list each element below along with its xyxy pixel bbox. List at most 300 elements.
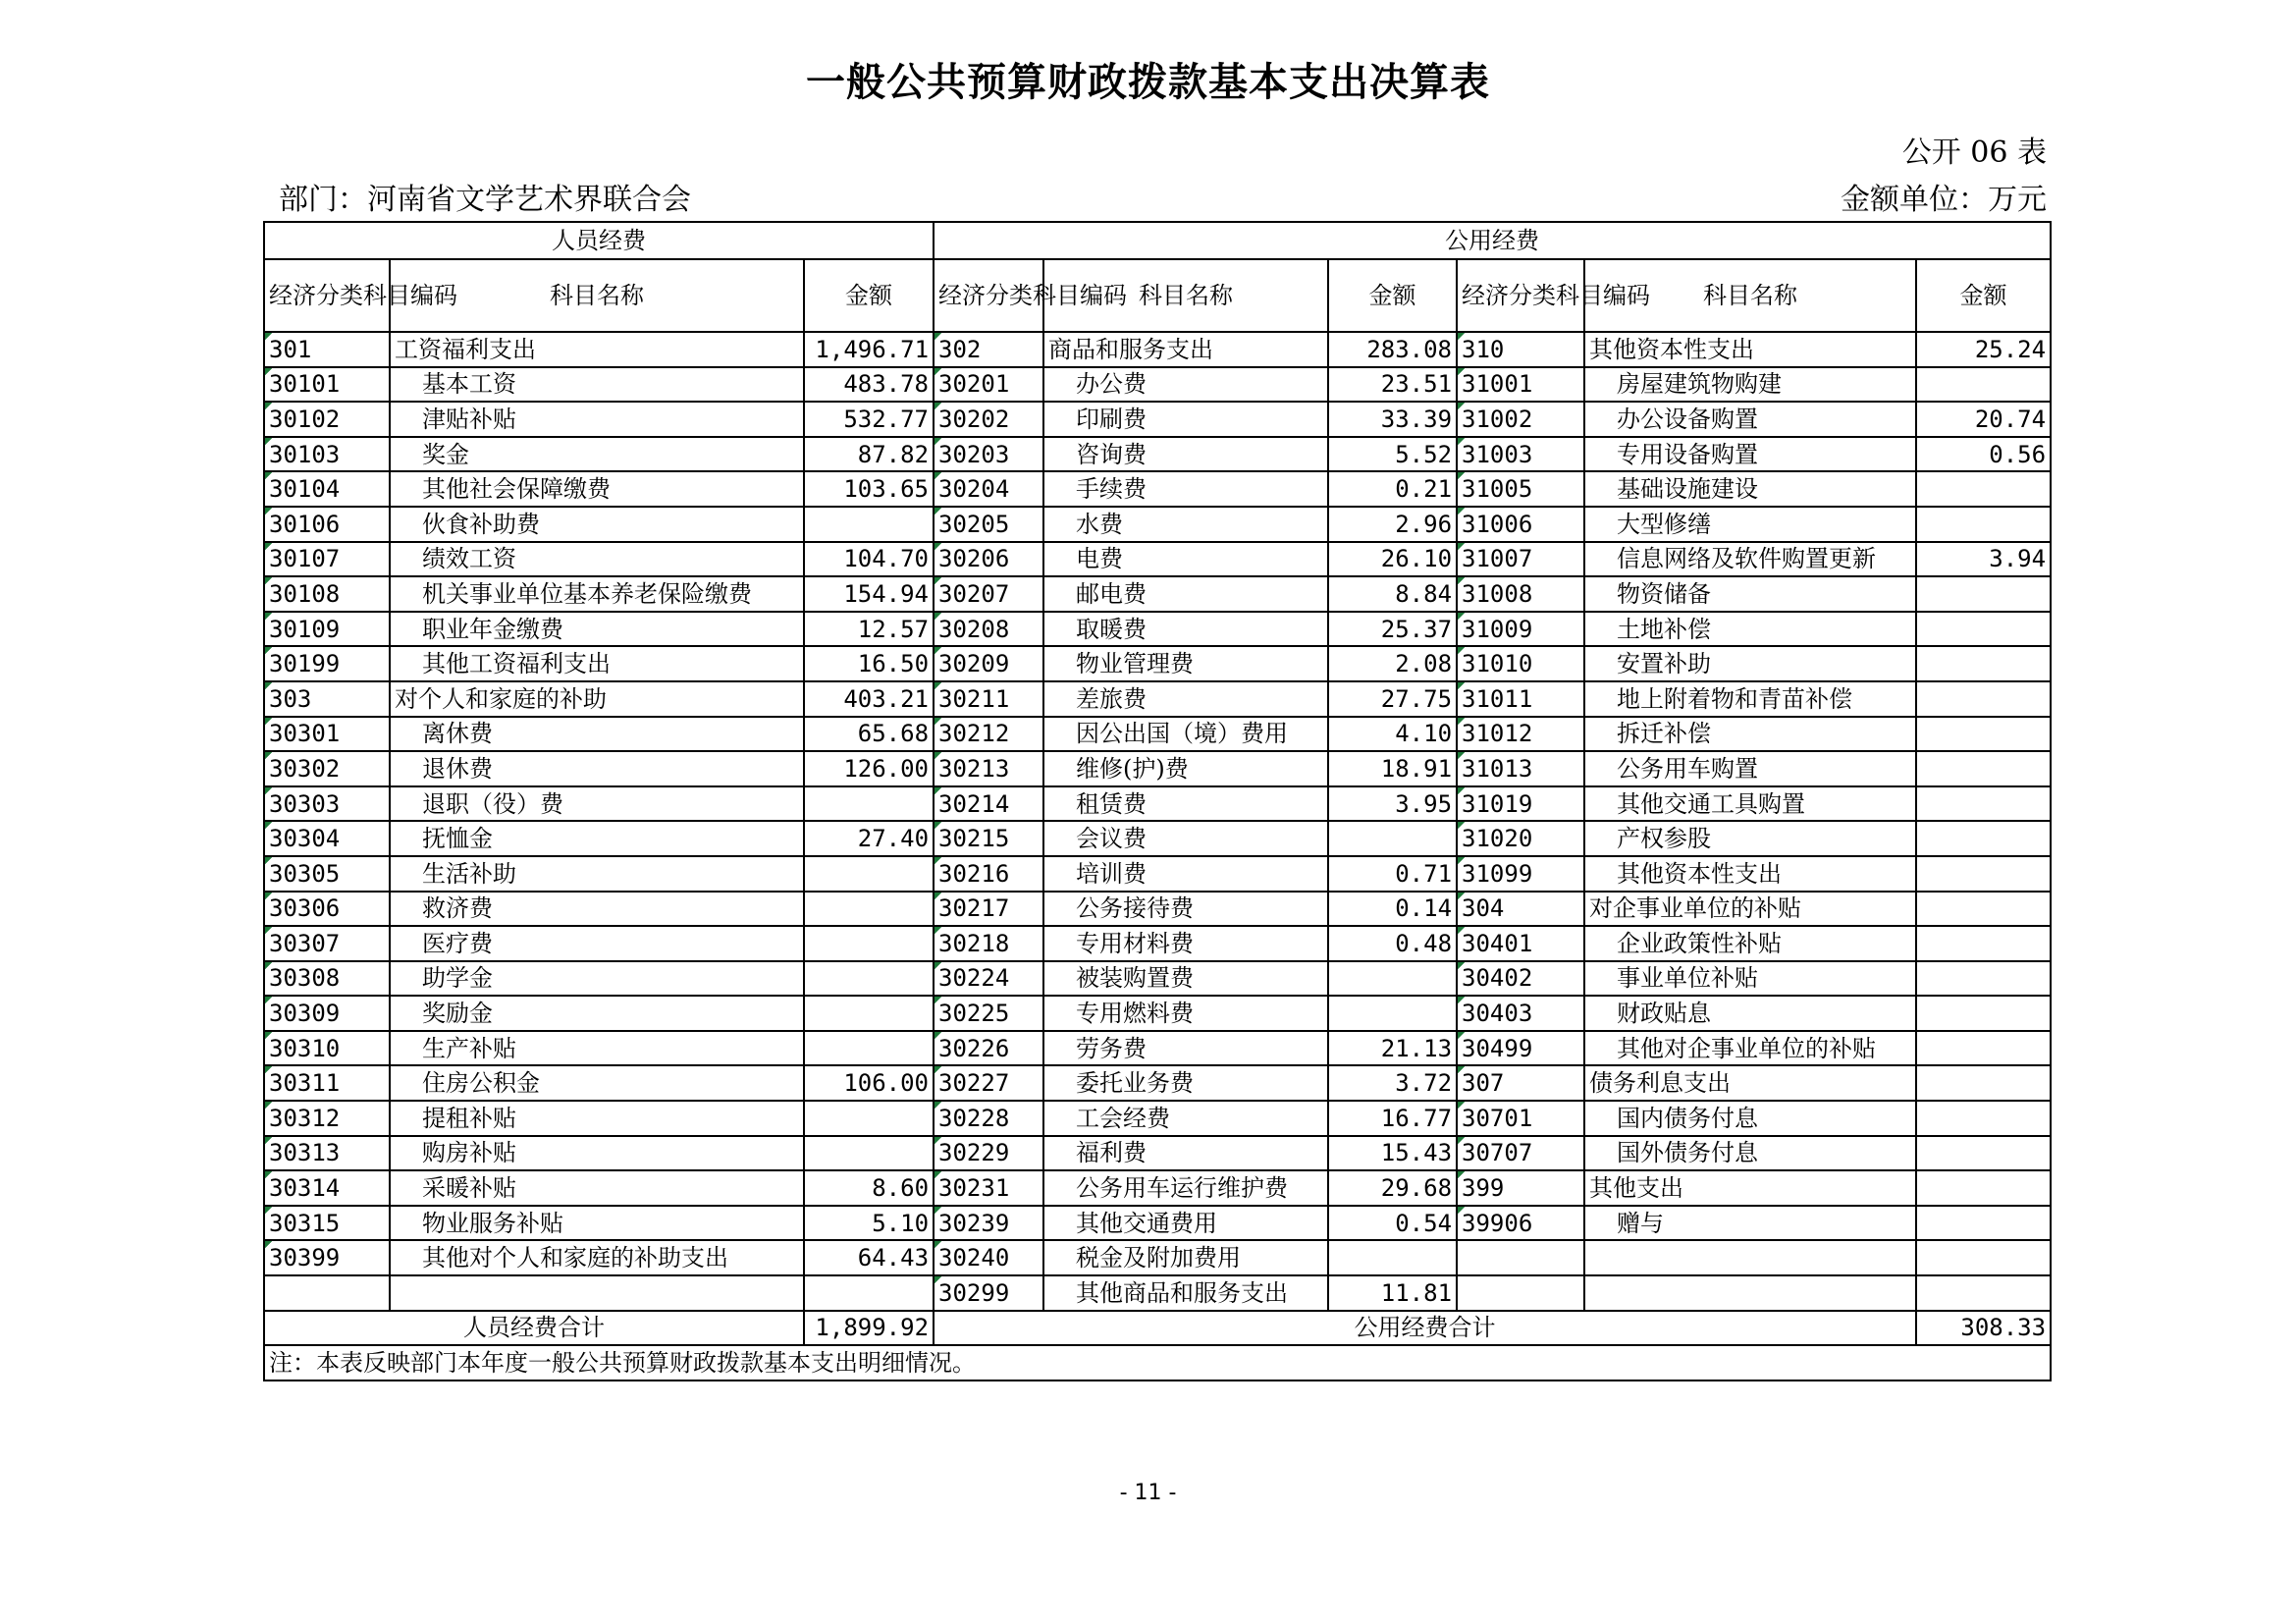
capital-name-cell: 专用设备购置 — [1584, 437, 1916, 472]
personnel-amount-cell: 27.40 — [804, 821, 934, 856]
personnel-name-cell: 住房公积金 — [390, 1065, 804, 1101]
personnel-name-cell: 抚恤金 — [390, 821, 804, 856]
public-code-cell: 30203 — [934, 437, 1043, 472]
public-amount-cell: 27.75 — [1328, 681, 1457, 717]
personnel-code-cell: 30102 — [264, 402, 390, 437]
capital-code-cell: 31019 — [1457, 786, 1584, 822]
public-amount-cell: 11.81 — [1328, 1275, 1457, 1311]
personnel-amount-cell — [804, 1031, 934, 1066]
personnel-amount-cell — [804, 856, 934, 892]
table-row — [264, 367, 2051, 403]
public-name-cell: 物业管理费 — [1043, 646, 1328, 681]
personnel-amount-cell — [804, 507, 934, 542]
capital-amount-cell — [1916, 996, 2051, 1031]
capital-amount-cell — [1916, 1136, 2051, 1171]
table-row — [264, 1240, 2051, 1275]
table-row — [264, 576, 2051, 612]
personnel-name-cell: 采暖补贴 — [390, 1170, 804, 1206]
public-code-cell: 30202 — [934, 402, 1043, 437]
public-code-cell: 30204 — [934, 471, 1043, 507]
capital-amount-cell — [1916, 1240, 2051, 1275]
personnel-code-cell: 30302 — [264, 751, 390, 786]
personnel-name-cell: 基本工资 — [390, 367, 804, 403]
personnel-code-cell: 30312 — [264, 1101, 390, 1136]
personnel-code-cell: 30314 — [264, 1170, 390, 1206]
table-row — [264, 681, 2051, 717]
personnel-amount-cell — [804, 892, 934, 927]
capital-code-cell: 31099 — [1457, 856, 1584, 892]
public-code-cell: 30299 — [934, 1275, 1043, 1311]
personnel-name-cell: 退休费 — [390, 751, 804, 786]
capital-name-cell: 产权参股 — [1584, 821, 1916, 856]
capital-name-cell: 企业政策性补贴 — [1584, 926, 1916, 961]
totals-row — [264, 1311, 2051, 1346]
personnel-amount-cell: 12.57 — [804, 612, 934, 647]
personnel-name-cell: 提租补贴 — [390, 1101, 804, 1136]
public-name-cell: 培训费 — [1043, 856, 1328, 892]
personnel-amount-cell: 532.77 — [804, 402, 934, 437]
public-name-cell: 专用燃料费 — [1043, 996, 1328, 1031]
public-name-cell: 公务接待费 — [1043, 892, 1328, 927]
personnel-name-cell: 助学金 — [390, 961, 804, 997]
table-row — [264, 717, 2051, 752]
public-code-cell: 30206 — [934, 542, 1043, 577]
public-name-cell: 被装购置费 — [1043, 961, 1328, 997]
personnel-name-cell: 伙食补助费 — [390, 507, 804, 542]
personnel-name-cell: 奖励金 — [390, 996, 804, 1031]
capital-name-cell: 物资储备 — [1584, 576, 1916, 612]
public-amount-cell: 283.08 — [1328, 332, 1457, 367]
public-name-cell: 电费 — [1043, 542, 1328, 577]
personnel-amount-cell — [804, 1275, 934, 1311]
capital-name-cell: 其他资本性支出 — [1584, 332, 1916, 367]
personnel-name-cell: 医疗费 — [390, 926, 804, 961]
personnel-code-cell: 30315 — [264, 1206, 390, 1241]
column-header-name: 科目名称 — [390, 259, 804, 332]
table-row — [264, 996, 2051, 1031]
public-amount-cell: 0.14 — [1328, 892, 1457, 927]
public-name-cell: 劳务费 — [1043, 1031, 1328, 1066]
personnel-amount-cell — [804, 1101, 934, 1136]
personnel-code-cell: 30301 — [264, 717, 390, 752]
public-code-cell: 30216 — [934, 856, 1043, 892]
amount-unit-label: 金额单位：万元 — [1841, 183, 2047, 217]
capital-code-cell: 31007 — [1457, 542, 1584, 577]
public-code-cell: 30208 — [934, 612, 1043, 647]
personnel-name-cell: 机关事业单位基本养老保险缴费 — [390, 576, 804, 612]
public-name-cell: 福利费 — [1043, 1136, 1328, 1171]
personnel-amount-cell: 126.00 — [804, 751, 934, 786]
personnel-code-cell — [264, 1275, 390, 1311]
capital-name-cell: 对企事业单位的补贴 — [1584, 892, 1916, 927]
public-name-cell: 邮电费 — [1043, 576, 1328, 612]
personnel-code-cell: 30311 — [264, 1065, 390, 1101]
column-header-code: 经济分类科目编码 — [264, 259, 390, 332]
personnel-total-label: 人员经费合计 — [264, 1311, 804, 1346]
personnel-name-cell: 其他社会保障缴费 — [390, 471, 804, 507]
personnel-code-cell: 30305 — [264, 856, 390, 892]
column-header-name: 科目名称 — [1043, 259, 1328, 332]
public-code-cell: 30211 — [934, 681, 1043, 717]
public-name-cell: 维修(护)费 — [1043, 751, 1328, 786]
capital-name-cell: 其他交通工具购置 — [1584, 786, 1916, 822]
personnel-name-cell: 离休费 — [390, 717, 804, 752]
capital-code-cell: 31003 — [1457, 437, 1584, 472]
table-row — [264, 332, 2051, 367]
personnel-code-cell: 30107 — [264, 542, 390, 577]
capital-amount-cell — [1916, 507, 2051, 542]
capital-name-cell — [1584, 1275, 1916, 1311]
personnel-name-cell: 工资福利支出 — [390, 332, 804, 367]
public-amount-cell: 2.96 — [1328, 507, 1457, 542]
public-amount-cell: 5.52 — [1328, 437, 1457, 472]
personnel-code-cell: 30106 — [264, 507, 390, 542]
capital-amount-cell — [1916, 786, 2051, 822]
budget-table — [263, 221, 2052, 1381]
personnel-amount-cell: 87.82 — [804, 437, 934, 472]
capital-code-cell: 39906 — [1457, 1206, 1584, 1241]
capital-code-cell: 310 — [1457, 332, 1584, 367]
public-name-cell: 商品和服务支出 — [1043, 332, 1328, 367]
capital-code-cell: 31005 — [1457, 471, 1584, 507]
capital-amount-cell: 3.94 — [1916, 542, 2051, 577]
capital-amount-cell — [1916, 576, 2051, 612]
column-header-amount: 金额 — [804, 259, 934, 332]
personnel-code-cell: 30303 — [264, 786, 390, 822]
public-name-cell: 税金及附加费用 — [1043, 1240, 1328, 1275]
personnel-name-cell: 奖金 — [390, 437, 804, 472]
table-row — [264, 856, 2051, 892]
capital-amount-cell — [1916, 471, 2051, 507]
capital-code-cell — [1457, 1240, 1584, 1275]
personnel-code-cell: 30307 — [264, 926, 390, 961]
table-row — [264, 507, 2051, 542]
column-header-amount: 金额 — [1916, 259, 2051, 332]
table-row — [264, 542, 2051, 577]
capital-code-cell: 31008 — [1457, 576, 1584, 612]
public-code-cell: 30212 — [934, 717, 1043, 752]
capital-amount-cell — [1916, 821, 2051, 856]
public-amount-cell: 0.48 — [1328, 926, 1457, 961]
public-name-cell: 公务用车运行维护费 — [1043, 1170, 1328, 1206]
public-amount-cell: 0.54 — [1328, 1206, 1457, 1241]
public-code-cell: 30239 — [934, 1206, 1043, 1241]
public-code-cell: 302 — [934, 332, 1043, 367]
capital-code-cell — [1457, 1275, 1584, 1311]
table-row — [264, 821, 2051, 856]
column-header-amount: 金额 — [1328, 259, 1457, 332]
public-name-cell: 会议费 — [1043, 821, 1328, 856]
public-amount-cell: 16.77 — [1328, 1101, 1457, 1136]
public-code-cell: 30217 — [934, 892, 1043, 927]
capital-name-cell: 信息网络及软件购置更新 — [1584, 542, 1916, 577]
public-amount-cell: 29.68 — [1328, 1170, 1457, 1206]
personnel-amount-cell: 16.50 — [804, 646, 934, 681]
personnel-amount-cell — [804, 1136, 934, 1171]
capital-code-cell: 30403 — [1457, 996, 1584, 1031]
capital-name-cell: 房屋建筑物购建 — [1584, 367, 1916, 403]
personnel-amount-cell: 103.65 — [804, 471, 934, 507]
capital-code-cell: 30499 — [1457, 1031, 1584, 1066]
personnel-code-cell: 30104 — [264, 471, 390, 507]
personnel-code-cell: 30103 — [264, 437, 390, 472]
capital-code-cell: 31020 — [1457, 821, 1584, 856]
capital-name-cell: 其他资本性支出 — [1584, 856, 1916, 892]
capital-amount-cell — [1916, 1065, 2051, 1101]
personnel-name-cell: 对个人和家庭的补助 — [390, 681, 804, 717]
capital-name-cell: 财政贴息 — [1584, 996, 1916, 1031]
personnel-amount-cell: 154.94 — [804, 576, 934, 612]
capital-amount-cell — [1916, 1206, 2051, 1241]
capital-code-cell: 31002 — [1457, 402, 1584, 437]
public-amount-cell: 18.91 — [1328, 751, 1457, 786]
public-name-cell: 印刷费 — [1043, 402, 1328, 437]
personnel-name-cell: 其他工资福利支出 — [390, 646, 804, 681]
capital-amount-cell — [1916, 717, 2051, 752]
capital-code-cell: 31001 — [1457, 367, 1584, 403]
table-row — [264, 892, 2051, 927]
public-name-cell: 办公费 — [1043, 367, 1328, 403]
personnel-code-cell: 30306 — [264, 892, 390, 927]
capital-name-cell: 国内债务付息 — [1584, 1101, 1916, 1136]
personnel-code-cell: 30310 — [264, 1031, 390, 1066]
personnel-code-cell: 30313 — [264, 1136, 390, 1171]
public-total-label: 公用经费合计 — [934, 1311, 1916, 1346]
public-amount-cell: 26.10 — [1328, 542, 1457, 577]
public-name-cell: 因公出国（境）费用 — [1043, 717, 1328, 752]
public-name-cell: 取暖费 — [1043, 612, 1328, 647]
capital-amount-cell — [1916, 892, 2051, 927]
public-code-cell: 30213 — [934, 751, 1043, 786]
capital-name-cell: 国外债务付息 — [1584, 1136, 1916, 1171]
personnel-amount-cell — [804, 786, 934, 822]
public-amount-cell: 21.13 — [1328, 1031, 1457, 1066]
public-name-cell: 租赁费 — [1043, 786, 1328, 822]
public-code-cell: 30228 — [934, 1101, 1043, 1136]
table-row — [264, 751, 2051, 786]
public-code-cell: 30205 — [934, 507, 1043, 542]
capital-name-cell: 基础设施建设 — [1584, 471, 1916, 507]
personnel-code-cell: 30199 — [264, 646, 390, 681]
table-note: 注：本表反映部门本年度一般公共预算财政拨款基本支出明细情况。 — [264, 1345, 2051, 1380]
public-code-cell: 30225 — [934, 996, 1043, 1031]
public-name-cell: 差旅费 — [1043, 681, 1328, 717]
capital-amount-cell — [1916, 1031, 2051, 1066]
personnel-amount-cell: 8.60 — [804, 1170, 934, 1206]
public-amount-cell: 0.21 — [1328, 471, 1457, 507]
public-code-cell: 30227 — [934, 1065, 1043, 1101]
table-row — [264, 926, 2051, 961]
personnel-code-cell: 30308 — [264, 961, 390, 997]
capital-amount-cell: 0.56 — [1916, 437, 2051, 472]
personnel-name-cell: 退职（役）费 — [390, 786, 804, 822]
section-public-header: 公用经费 — [934, 222, 2051, 259]
public-name-cell: 水费 — [1043, 507, 1328, 542]
capital-name-cell: 债务利息支出 — [1584, 1065, 1916, 1101]
public-code-cell: 30201 — [934, 367, 1043, 403]
public-name-cell: 委托业务费 — [1043, 1065, 1328, 1101]
public-amount-cell: 8.84 — [1328, 576, 1457, 612]
public-amount-cell — [1328, 821, 1457, 856]
column-header-code: 经济分类科目编码 — [1457, 259, 1584, 332]
public-name-cell: 专用材料费 — [1043, 926, 1328, 961]
capital-code-cell: 31011 — [1457, 681, 1584, 717]
personnel-amount-cell — [804, 961, 934, 997]
public-amount-cell — [1328, 1240, 1457, 1275]
personnel-code-cell: 30108 — [264, 576, 390, 612]
public-code-cell: 30207 — [934, 576, 1043, 612]
table-row — [264, 1101, 2051, 1136]
capital-amount-cell — [1916, 926, 2051, 961]
personnel-amount-cell: 106.00 — [804, 1065, 934, 1101]
capital-code-cell: 31013 — [1457, 751, 1584, 786]
public-amount-cell — [1328, 996, 1457, 1031]
capital-name-cell: 办公设备购置 — [1584, 402, 1916, 437]
public-code-cell: 30240 — [934, 1240, 1043, 1275]
personnel-amount-cell: 403.21 — [804, 681, 934, 717]
page-number: - 11 - — [1119, 1481, 1177, 1505]
capital-amount-cell — [1916, 681, 2051, 717]
personnel-name-cell: 职业年金缴费 — [390, 612, 804, 647]
table-row — [264, 1170, 2051, 1206]
personnel-name-cell: 生产补贴 — [390, 1031, 804, 1066]
personnel-code-cell: 30101 — [264, 367, 390, 403]
public-amount-cell: 4.10 — [1328, 717, 1457, 752]
public-code-cell: 30209 — [934, 646, 1043, 681]
table-row — [264, 1206, 2051, 1241]
public-code-cell: 30229 — [934, 1136, 1043, 1171]
personnel-amount-cell: 1,496.71 — [804, 332, 934, 367]
table-row — [264, 1275, 2051, 1311]
page-title: 一般公共预算财政拨款基本支出决算表 — [806, 60, 1490, 105]
public-code-cell: 30215 — [934, 821, 1043, 856]
public-name-cell: 其他交通费用 — [1043, 1206, 1328, 1241]
public-amount-cell: 0.71 — [1328, 856, 1457, 892]
public-code-cell: 30214 — [934, 786, 1043, 822]
public-code-cell: 30224 — [934, 961, 1043, 997]
department-label: 部门：河南省文学艺术界联合会 — [279, 183, 691, 217]
capital-name-cell: 拆迁补偿 — [1584, 717, 1916, 752]
public-amount-cell: 25.37 — [1328, 612, 1457, 647]
capital-name-cell: 赠与 — [1584, 1206, 1916, 1241]
personnel-code-cell: 30109 — [264, 612, 390, 647]
public-name-cell: 工会经费 — [1043, 1101, 1328, 1136]
capital-name-cell: 大型修缮 — [1584, 507, 1916, 542]
personnel-amount-cell — [804, 996, 934, 1031]
capital-amount-cell — [1916, 961, 2051, 997]
capital-amount-cell — [1916, 646, 2051, 681]
public-amount-cell: 33.39 — [1328, 402, 1457, 437]
public-amount-cell: 23.51 — [1328, 367, 1457, 403]
personnel-name-cell: 绩效工资 — [390, 542, 804, 577]
personnel-name-cell: 物业服务补贴 — [390, 1206, 804, 1241]
capital-name-cell: 事业单位补贴 — [1584, 961, 1916, 997]
public-amount-cell: 15.43 — [1328, 1136, 1457, 1171]
public-name-cell: 其他商品和服务支出 — [1043, 1275, 1328, 1311]
public-code-cell: 30226 — [934, 1031, 1043, 1066]
capital-code-cell: 399 — [1457, 1170, 1584, 1206]
capital-name-cell: 其他对企事业单位的补贴 — [1584, 1031, 1916, 1066]
personnel-code-cell: 301 — [264, 332, 390, 367]
personnel-amount-cell: 64.43 — [804, 1240, 934, 1275]
table-row — [264, 437, 2051, 472]
public-code-cell: 30218 — [934, 926, 1043, 961]
public-amount-cell — [1328, 961, 1457, 997]
capital-code-cell: 30402 — [1457, 961, 1584, 997]
personnel-amount-cell: 65.68 — [804, 717, 934, 752]
personnel-name-cell: 生活补助 — [390, 856, 804, 892]
table-row — [264, 786, 2051, 822]
table-row — [264, 646, 2051, 681]
table-row — [264, 961, 2051, 997]
personnel-total-amount: 1,899.92 — [804, 1311, 934, 1346]
capital-code-cell: 31006 — [1457, 507, 1584, 542]
personnel-code-cell: 30399 — [264, 1240, 390, 1275]
personnel-name-cell: 购房补贴 — [390, 1136, 804, 1171]
public-code-cell: 30231 — [934, 1170, 1043, 1206]
capital-name-cell: 地上附着物和青苗补偿 — [1584, 681, 1916, 717]
public-amount-cell: 3.72 — [1328, 1065, 1457, 1101]
personnel-name-cell: 其他对个人和家庭的补助支出 — [390, 1240, 804, 1275]
section-personnel-header: 人员经费 — [264, 222, 934, 259]
personnel-amount-cell: 5.10 — [804, 1206, 934, 1241]
personnel-name-cell — [390, 1275, 804, 1311]
capital-code-cell: 30401 — [1457, 926, 1584, 961]
capital-amount-cell — [1916, 612, 2051, 647]
personnel-name-cell: 津贴补贴 — [390, 402, 804, 437]
capital-amount-cell — [1916, 367, 2051, 403]
personnel-amount-cell: 483.78 — [804, 367, 934, 403]
capital-amount-cell: 20.74 — [1916, 402, 2051, 437]
capital-amount-cell — [1916, 856, 2051, 892]
table-row — [264, 612, 2051, 647]
capital-amount-cell — [1916, 1170, 2051, 1206]
table-row — [264, 1065, 2051, 1101]
capital-code-cell: 30701 — [1457, 1101, 1584, 1136]
capital-name-cell: 土地补偿 — [1584, 612, 1916, 647]
table-row — [264, 402, 2051, 437]
capital-amount-cell — [1916, 1275, 2051, 1311]
table-row — [264, 471, 2051, 507]
capital-name-cell: 其他支出 — [1584, 1170, 1916, 1206]
public-amount-cell: 2.08 — [1328, 646, 1457, 681]
capital-code-cell: 307 — [1457, 1065, 1584, 1101]
personnel-amount-cell — [804, 926, 934, 961]
capital-code-cell: 30707 — [1457, 1136, 1584, 1171]
personnel-name-cell: 救济费 — [390, 892, 804, 927]
personnel-code-cell: 30309 — [264, 996, 390, 1031]
personnel-code-cell: 30304 — [264, 821, 390, 856]
capital-name-cell: 公务用车购置 — [1584, 751, 1916, 786]
table-number: 公开 06 表 — [1901, 135, 2047, 170]
public-total-amount: 308.33 — [1916, 1311, 2051, 1346]
capital-code-cell: 31010 — [1457, 646, 1584, 681]
capital-amount-cell — [1916, 751, 2051, 786]
personnel-code-cell: 303 — [264, 681, 390, 717]
public-name-cell: 手续费 — [1043, 471, 1328, 507]
capital-amount-cell — [1916, 1101, 2051, 1136]
personnel-amount-cell: 104.70 — [804, 542, 934, 577]
capital-code-cell: 31012 — [1457, 717, 1584, 752]
capital-amount-cell: 25.24 — [1916, 332, 2051, 367]
capital-name-cell — [1584, 1240, 1916, 1275]
table-row — [264, 1136, 2051, 1171]
capital-code-cell: 31009 — [1457, 612, 1584, 647]
table-row — [264, 1031, 2051, 1066]
column-header-code: 经济分类科目编码 — [934, 259, 1043, 332]
capital-code-cell: 304 — [1457, 892, 1584, 927]
public-name-cell: 咨询费 — [1043, 437, 1328, 472]
